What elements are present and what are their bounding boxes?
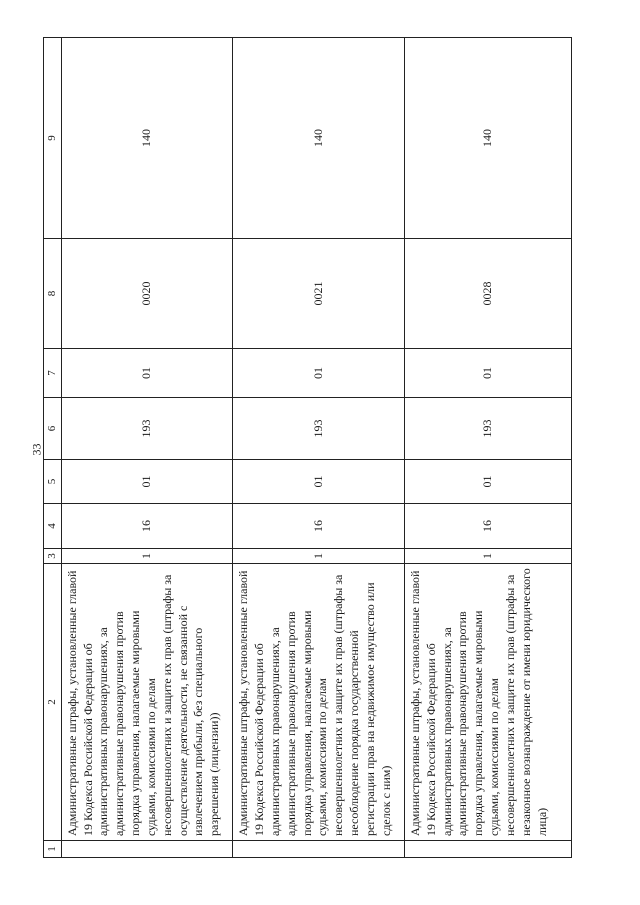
cell-col1: [233, 841, 405, 858]
cell-col4: 16: [404, 504, 571, 549]
budget-codes-table: [43, 37, 572, 858]
cell-col8: 0028: [404, 239, 571, 349]
table-header-row: [44, 38, 62, 858]
cell-col1: [404, 841, 571, 858]
cell-col3: 1: [404, 549, 571, 564]
header-cell: 6: [44, 398, 62, 460]
header-cell: 7: [44, 349, 62, 398]
header-cell: 4: [44, 504, 62, 549]
cell-col9: 140: [233, 38, 405, 239]
header-cell: 8: [44, 239, 62, 349]
cell-col4: 16: [61, 504, 233, 549]
cell-col5: 01: [404, 460, 571, 504]
cell-col4: 16: [233, 504, 405, 549]
header-cell: 5: [44, 460, 62, 504]
header-cell: 3: [44, 549, 62, 564]
cell-col9: 140: [61, 38, 233, 239]
cell-col6: 193: [404, 398, 571, 460]
header-cell: 2: [44, 564, 62, 841]
header-cell: 9: [44, 38, 62, 239]
cell-description: Административные штрафы, установленные главой 19 Кодекса Российской Федерации об административных правонарушениях, за административные правонарушения против порядка управления, налагаемые мировыми судьями, комиссиями по делам несовершеннолетних и защите их прав (штрафы за несоблюдение порядка государственной регистрации прав на недвижимое имущество или сделок с ним): [233, 564, 405, 841]
cell-col6: 193: [233, 398, 405, 460]
table-row: [404, 38, 571, 858]
cell-col5: 01: [61, 460, 233, 504]
cell-col7: 01: [404, 349, 571, 398]
cell-col1: [61, 841, 233, 858]
rotated-table-container: [43, 38, 572, 858]
cell-description: Административные штрафы, установленные главой 19 Кодекса Российской Федерации об административных правонарушениях, за административные правонарушения против порядка управления, налагаемые мировыми судьями, комиссиями по делам несовершеннолетних и защите их прав (штрафы за осуществление деятельности, не связанной с извлечением прибыли, без специального разрешения (лицензии)): [61, 564, 233, 841]
page-number: 33: [29, 443, 44, 456]
table-row: [233, 38, 405, 858]
cell-col7: 01: [61, 349, 233, 398]
cell-col5: 01: [233, 460, 405, 504]
cell-col8: 0021: [233, 239, 405, 349]
cell-col3: 1: [61, 549, 233, 564]
cell-col3: 1: [233, 549, 405, 564]
cell-col9: 140: [404, 38, 571, 239]
cell-col7: 01: [233, 349, 405, 398]
cell-description: Административные штрафы, установленные главой 19 Кодекса Российской Федерации об административных правонарушениях, за административные правонарушения против порядка управления, налагаемые мировыми судьями, комиссиями по делам несовершеннолетних и защите их прав (штрафы за незаконное вознаграждение от имени юридического лица): [404, 564, 571, 841]
cell-col6: 193: [61, 398, 233, 460]
table-row: [61, 38, 233, 858]
header-cell: 1: [44, 841, 62, 858]
cell-col8: 0020: [61, 239, 233, 349]
